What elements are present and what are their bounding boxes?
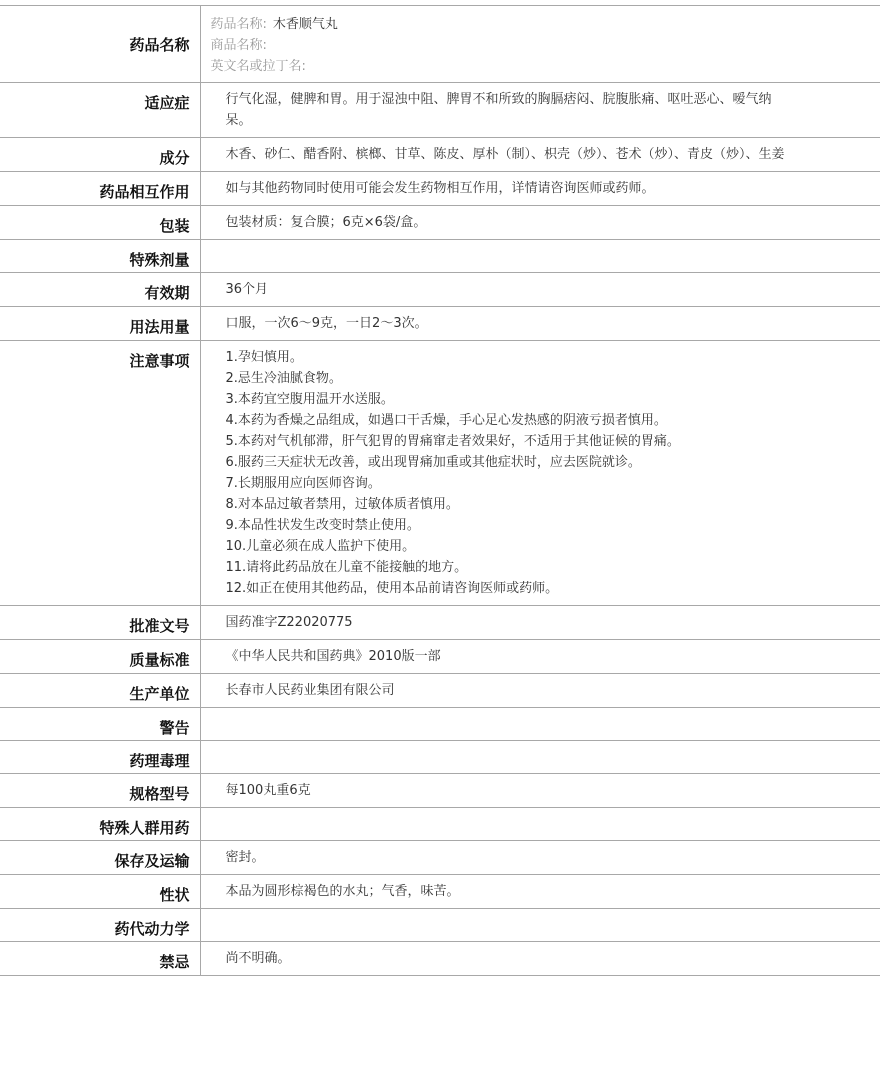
row-warning [0,708,880,741]
row-contraindications [0,942,880,976]
value-pharmacokinetics [200,909,880,942]
precaution-item: 8.对本品过敏者禁用，过敏体质者慎用。 [225,497,459,512]
row-indications [0,83,880,138]
label-contraindications: 禁忌 [0,942,200,976]
trade-name-key: 商品名称: [210,38,267,53]
drug-name-line [211,14,871,35]
precaution-item: 2.忌生冷油腻食物。 [225,371,342,386]
value-manufacturer: 长春市人民药业集团有限公司 [200,674,880,708]
value-specification: 每100丸重6克 [200,774,880,808]
label-storage: 保存及运输 [0,841,200,875]
row-packaging [0,206,880,240]
precaution-item: 6.服药三天症状无改善，或出现胃痛加重或其他症状时，应去医院就诊。 [225,455,641,470]
label-pharmacokinetics: 药代动力学 [0,909,200,942]
latin-name-key: 英文名或拉丁名: [210,59,306,74]
precaution-item: 4.本药为香燥之品组成，如遇口干舌燥，手心足心发热感的阴液亏损者慎用。 [225,413,667,428]
value-warning [200,708,880,741]
label-special-dosage: 特殊剂量 [0,240,200,273]
precaution-item: 7.长期服用应向医师咨询。 [225,476,381,491]
label-manufacturer: 生产单位 [0,674,200,708]
label-interactions: 药品相互作用 [0,172,200,206]
value-shelf-life: 36个月 [200,273,880,307]
value-precautions [200,341,880,606]
value-quality-standard: 《中华人民共和国药典》2010版一部 [200,640,880,674]
label-precautions: 注意事项 [0,341,200,606]
value-contraindications: 尚不明确。 [200,942,880,976]
value-drug-names [200,6,880,83]
label-packaging: 包装 [0,206,200,240]
drug-name-key: 药品名称: [210,17,267,32]
value-pharmacology [200,741,880,774]
row-storage [0,841,880,875]
row-pharmacology [0,741,880,774]
label-ingredients: 成分 [0,138,200,172]
precaution-item: 10.儿童必须在成人监护下使用。 [225,539,416,554]
row-specification [0,774,880,808]
precaution-item: 5.本药对气机郁滞，肝气犯胃的胃痛窜走者效果好，不适用于其他证候的胃痛。 [225,434,680,449]
label-drug-name: 药品名称 [0,6,200,83]
value-special-populations [200,808,880,841]
row-shelf-life [0,273,880,307]
row-drug-name [0,6,880,83]
label-usage: 用法用量 [0,307,200,341]
row-quality-standard [0,640,880,674]
label-shelf-life: 有效期 [0,273,200,307]
label-description: 性状 [0,875,200,909]
row-description [0,875,880,909]
value-packaging: 包装材质：复合膜；6克×6袋/盒。 [200,206,880,240]
value-storage: 密封。 [200,841,880,875]
label-pharmacology: 药理毒理 [0,741,200,774]
label-quality-standard: 质量标准 [0,640,200,674]
row-manufacturer [0,674,880,708]
row-pharmacokinetics [0,909,880,942]
label-warning: 警告 [0,708,200,741]
value-special-dosage [200,240,880,273]
precaution-item: 3.本药宜空腹用温开水送服。 [225,392,394,407]
latin-name-line [211,56,871,77]
row-precautions [0,341,880,606]
value-approval-number: 国药准字Z22020775 [200,606,880,640]
drug-name-value: 木香顺气丸 [272,17,338,32]
precaution-item: 12.如正在使用其他药品，使用本品前请咨询医师或药师。 [225,581,559,596]
value-description: 本品为圆形棕褐色的水丸；气香，味苦。 [200,875,880,909]
label-approval-number: 批准文号 [0,606,200,640]
value-indications: 行气化湿，健脾和胃。用于湿浊中阻、脾胃不和所致的胸膈痞闷、脘腹胀痛、呕吐恶心、嗳气纳呆。 [200,83,880,138]
row-usage [0,307,880,341]
precaution-item: 9.本品性状发生改变时禁止使用。 [225,518,420,533]
row-special-populations [0,808,880,841]
trade-name-line [211,35,871,56]
row-ingredients [0,138,880,172]
value-interactions: 如与其他药物同时使用可能会发生药物相互作用，详情请咨询医师或药师。 [200,172,880,206]
label-special-populations: 特殊人群用药 [0,808,200,841]
label-specification: 规格型号 [0,774,200,808]
drug-spec-table [0,5,880,976]
value-ingredients: 木香、砂仁、醋香附、槟榔、甘草、陈皮、厚朴（制）、枳壳（炒）、苍术（炒）、青皮（炒）、生姜 [200,138,880,172]
row-interactions [0,172,880,206]
precaution-item: 1.孕妇慎用。 [225,350,303,365]
precaution-item: 11.请将此药品放在儿童不能接触的地方。 [225,560,468,575]
value-usage: 口服，一次6～9克，一日2～3次。 [200,307,880,341]
label-indications: 适应症 [0,83,200,138]
row-approval-number [0,606,880,640]
row-special-dosage [0,240,880,273]
